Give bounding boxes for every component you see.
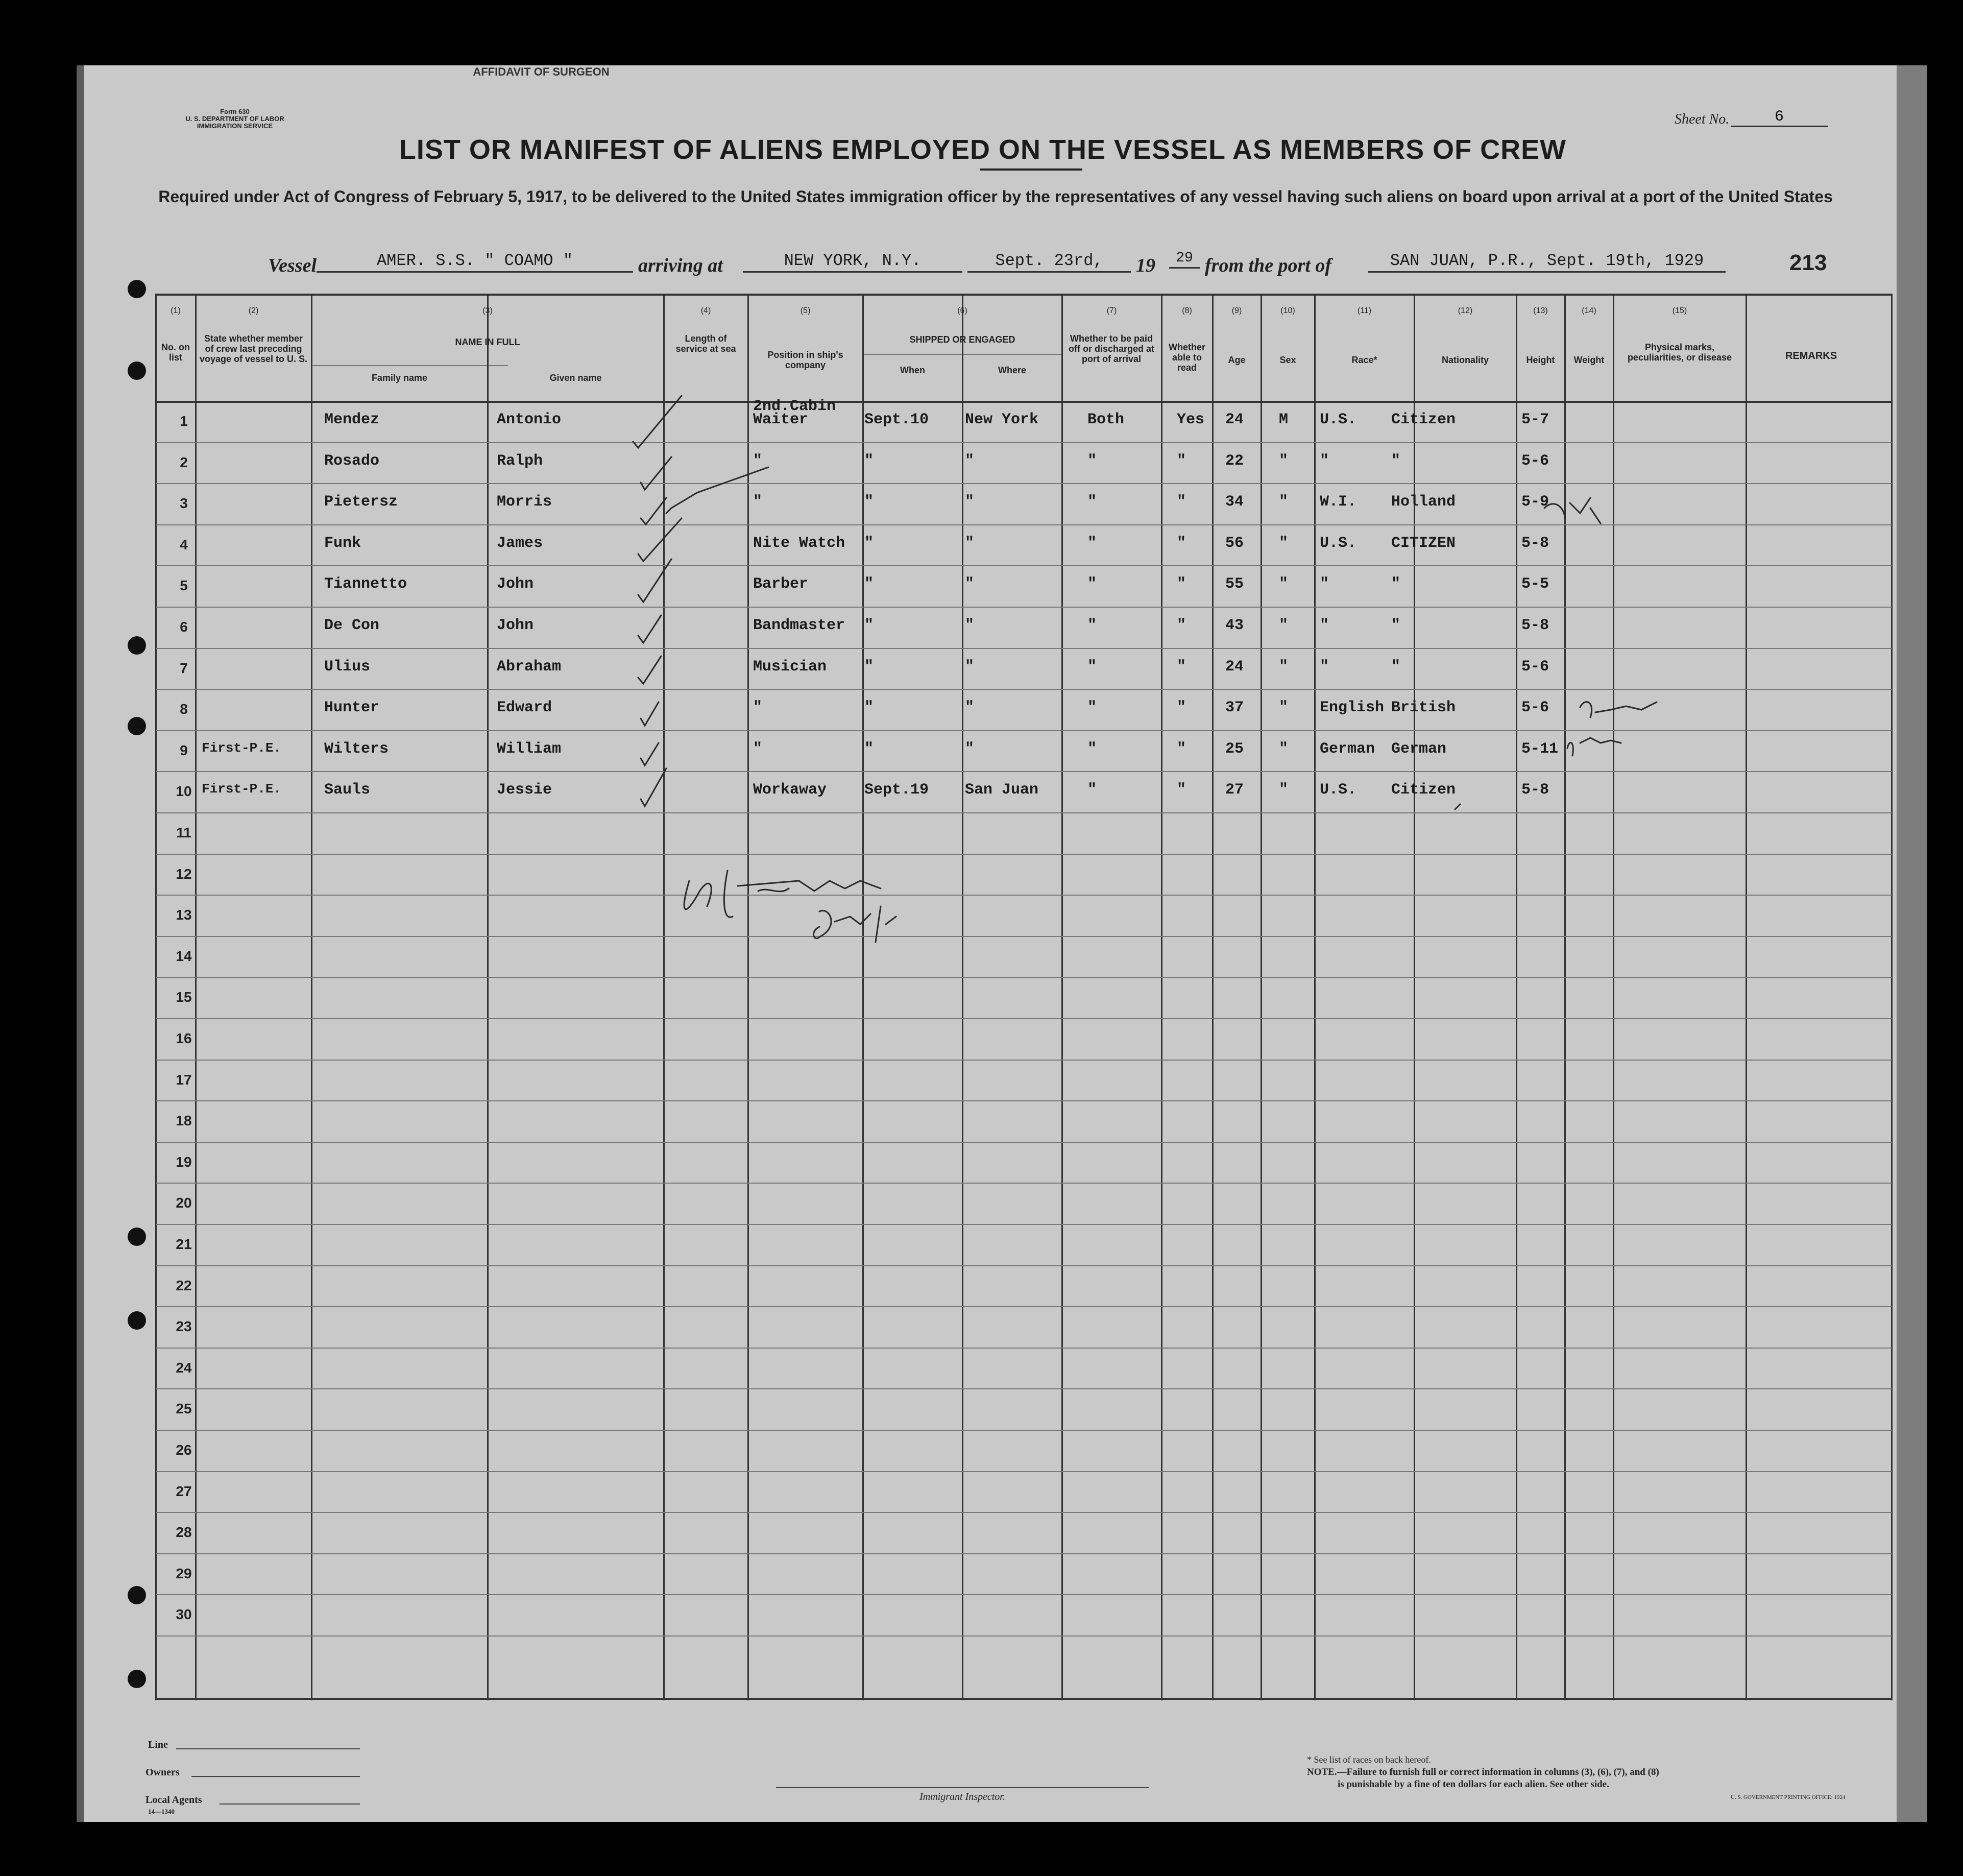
col5-header: Position in ship's company	[767, 350, 843, 370]
form-block	[163, 108, 306, 130]
cell-height: 5-6	[1521, 452, 1549, 470]
cell-height: 5-5	[1521, 575, 1549, 593]
row-number: 29	[176, 1566, 192, 1581]
page-subtitle: Required under Act of Congress of February 5, 1917, to be delivered to the United States immigration officer by the representatives of any vessel having such aliens on board upon arrival at a port of the United States	[158, 187, 1833, 206]
col14-number: (14)	[1582, 306, 1596, 315]
cell-given: John	[497, 575, 534, 593]
cell-family: Ulius	[324, 658, 371, 676]
row-number: 23	[176, 1318, 192, 1334]
cell-when: "	[864, 493, 874, 511]
row-number: 5	[180, 578, 188, 593]
cell-pos2: "	[753, 699, 763, 716]
cell-family: Pietersz	[324, 493, 398, 511]
cell-where: "	[965, 452, 975, 470]
sheet-number: 6	[1731, 108, 1828, 127]
cell-paid: "	[1087, 740, 1097, 758]
row-number: 15	[176, 989, 192, 1005]
cell-age: 55	[1225, 575, 1244, 593]
cell-where: "	[965, 575, 975, 593]
row-number: 10	[176, 783, 192, 799]
binder-hole	[128, 717, 146, 735]
arriving-label: arriving at	[638, 255, 723, 276]
col6-header: SHIPPED OR ENGAGED	[909, 334, 1015, 345]
cell-height: 5-11	[1521, 740, 1559, 758]
binder-hole	[128, 362, 146, 380]
cell-pos2: Workaway	[753, 781, 827, 799]
cell-height: 5-6	[1521, 699, 1549, 716]
cell-nat: German	[1391, 740, 1447, 758]
cell-sex: "	[1279, 740, 1289, 758]
col10-header: Sex	[1279, 355, 1296, 365]
note-penalty: NOTE.—Failure to furnish full or correct information in columns (3), (6), (7), and (8)	[1307, 1767, 1659, 1777]
row-number: 1	[180, 413, 188, 429]
cell-read: "	[1177, 658, 1186, 676]
cell-where: "	[965, 493, 975, 511]
row-number: 18	[176, 1113, 192, 1128]
check-mark	[638, 656, 661, 684]
cell-pos2: Nite Watch	[753, 535, 845, 552]
row-number: 27	[176, 1483, 192, 1499]
cell-paid: "	[1087, 781, 1097, 799]
row-number: 8	[180, 701, 188, 717]
col5-number: (5)	[800, 306, 811, 315]
from-port-value: SAN JUAN, P.R., Sept. 19th, 1929	[1368, 251, 1726, 273]
line-field[interactable]	[176, 1748, 360, 1749]
inspector-label: Immigrant Inspector.	[919, 1791, 1005, 1802]
col12-number: (12)	[1458, 306, 1473, 315]
cell-when: "	[864, 699, 874, 716]
check-mark	[641, 743, 659, 765]
cell-given: Morris	[497, 493, 552, 511]
col11-number: (11)	[1357, 306, 1372, 315]
cell-race: "	[1320, 658, 1329, 676]
owners-field[interactable]	[191, 1776, 360, 1777]
col4-header: Length of service at sea	[675, 333, 736, 354]
cell-family: Rosado	[324, 452, 380, 470]
cell-height: 5-6	[1521, 658, 1549, 676]
cell-pos2: Barber	[753, 575, 809, 593]
row-number: 14	[176, 948, 192, 964]
vessel-value: AMER. S.S. " COAMO "	[317, 251, 633, 273]
col12-header: Nationality	[1441, 355, 1489, 365]
inspector-field[interactable]	[776, 1787, 1149, 1788]
cell-where: New York	[965, 411, 1039, 428]
note-races: * See list of races on back hereof.	[1307, 1754, 1431, 1765]
cell-race: U.S.	[1320, 781, 1357, 799]
binder-hole	[128, 1670, 146, 1688]
cell-given: James	[497, 535, 543, 552]
cell-paid: "	[1087, 658, 1097, 676]
cell-paid: "	[1087, 452, 1097, 470]
cell-pos2: "	[753, 452, 763, 470]
col13-number: (13)	[1533, 306, 1548, 315]
row-number: 28	[176, 1524, 192, 1540]
cell-nat: Citizen	[1391, 781, 1456, 799]
cell-race: "	[1320, 575, 1329, 593]
col10-number: (10)	[1280, 306, 1295, 315]
year-suffix: 29	[1169, 250, 1200, 269]
cell-when: Sept.19	[864, 781, 929, 799]
cell-height: 5-7	[1521, 411, 1549, 428]
row-number: 20	[176, 1195, 192, 1211]
cell-race: W.I.	[1320, 493, 1357, 511]
check-mark	[641, 457, 671, 490]
cell-read: Yes	[1177, 411, 1205, 428]
initials-mark	[1580, 702, 1657, 717]
row-number: 22	[176, 1278, 192, 1293]
cell-family: Sauls	[324, 781, 371, 799]
from-port-label: from the port of	[1205, 255, 1332, 276]
title-rule	[980, 169, 1082, 171]
row-number: 12	[176, 866, 192, 882]
cell-age: 34	[1225, 493, 1244, 511]
col9-header: Age	[1228, 355, 1246, 365]
col6-when-header: When	[900, 365, 925, 375]
check-mark	[641, 702, 659, 726]
cell-given: John	[497, 617, 534, 634]
cell-age: 27	[1225, 781, 1244, 799]
cell-height: 5-8	[1521, 535, 1549, 552]
cell-nat: "	[1391, 617, 1401, 634]
check-mark	[638, 559, 671, 602]
cell-age: 24	[1225, 658, 1244, 676]
cell-when: "	[864, 452, 874, 470]
cell-race: German	[1320, 740, 1375, 758]
cell-sex: "	[1279, 493, 1289, 511]
check-mark	[633, 396, 682, 448]
row-number: 21	[176, 1236, 192, 1252]
crew-table	[156, 294, 1892, 1700]
col2-number: (2)	[248, 306, 259, 315]
cell-paid: "	[1087, 493, 1097, 511]
cell-where: San Juan	[965, 781, 1039, 799]
cell-sex: "	[1279, 699, 1289, 716]
cell-sex: "	[1279, 658, 1289, 676]
col8-header: Whether able to read	[1169, 342, 1205, 373]
cell-race: "	[1320, 452, 1329, 470]
binder-hole	[128, 636, 146, 655]
inspector-title	[813, 906, 896, 942]
inspector-signature	[684, 871, 881, 917]
cell-height: 5-9	[1521, 493, 1549, 511]
cell-age: 37	[1225, 699, 1244, 716]
col8-number: (8)	[1182, 306, 1192, 315]
row-number: 11	[176, 825, 191, 840]
cell-pos2: Musician	[753, 658, 827, 676]
initials-mark	[1567, 738, 1621, 756]
cell-pos2: Bandmaster	[753, 617, 845, 634]
binder-hole	[128, 280, 146, 298]
col3-given-header: Given name	[549, 373, 602, 383]
handwriting-layer	[156, 294, 1892, 1700]
col6-number: (6)	[957, 306, 967, 315]
col3-header: NAME IN FULL	[455, 337, 520, 347]
position-line1: 2nd.Cabin	[753, 398, 836, 415]
cell-prev: First-P.E.	[202, 781, 282, 797]
cell-read: "	[1177, 699, 1186, 716]
row-number: 24	[176, 1360, 192, 1376]
cell-height: 5-8	[1521, 781, 1549, 799]
row-number: 6	[180, 619, 188, 635]
row-number: 4	[180, 537, 188, 552]
cell-race: English	[1320, 699, 1385, 716]
cell-when: "	[864, 535, 874, 552]
cell-sex: "	[1279, 452, 1289, 470]
service-name: IMMIGRATION SERVICE	[197, 122, 273, 130]
col7-header: Whether to be paid off or discharged at port of arrival	[1068, 333, 1155, 364]
cell-nat: "	[1391, 452, 1401, 470]
col14-header: Weight	[1573, 355, 1605, 365]
cell-sex: "	[1279, 575, 1289, 593]
col2-header: State whether member of crew last preceding voyage of vessel to U. S.	[199, 333, 308, 364]
cell-sex: "	[1279, 781, 1289, 799]
cell-paid: Both	[1087, 411, 1125, 428]
cell-where: "	[965, 740, 975, 758]
printer-imprint: U. S. GOVERNMENT PRINTING OFFICE: 1924	[1731, 1794, 1846, 1800]
cell-given: Ralph	[497, 452, 543, 470]
cell-given: Abraham	[497, 658, 562, 676]
cell-family: Mendez	[324, 411, 380, 428]
cell-where: "	[965, 617, 975, 634]
col1-header: No. on list	[161, 342, 190, 363]
page-title: LIST OR MANIFEST OF ALIENS EMPLOYED ON THE VESSEL AS MEMBERS OF CREW	[399, 134, 1567, 165]
cell-age: 24	[1225, 411, 1244, 428]
col3-number: (3)	[482, 306, 493, 315]
cell-when: "	[864, 575, 874, 593]
form-code: 14—1340	[148, 1808, 175, 1815]
arrival-date: Sept. 23rd,	[967, 251, 1131, 273]
cell-paid: "	[1087, 575, 1097, 593]
binder-hole	[128, 1228, 146, 1246]
check-mark	[1455, 804, 1460, 809]
cell-where: "	[965, 658, 975, 676]
agents-field[interactable]	[220, 1803, 360, 1805]
cell-nat: Holland	[1391, 493, 1456, 511]
paper-right-strip	[1897, 65, 1927, 1822]
cell-paid: "	[1087, 699, 1097, 716]
cell-nat: British	[1391, 699, 1456, 716]
cell-when: "	[864, 658, 874, 676]
cell-race: U.S.	[1320, 411, 1357, 428]
cell-prev: First-P.E.	[202, 740, 282, 756]
row-number: 26	[176, 1442, 192, 1458]
row-number: 13	[176, 907, 192, 923]
remarks-header: REMARKS	[1785, 350, 1837, 362]
top-stamp: AFFIDAVIT OF SURGEON	[473, 65, 610, 78]
check-mark	[638, 615, 661, 643]
cell-when: Sept.10	[864, 411, 929, 428]
cell-paid: "	[1087, 617, 1097, 634]
sheet-label: Sheet No.	[1675, 111, 1730, 127]
cell-nat: CITIZEN	[1391, 535, 1456, 552]
col11-header: Race*	[1351, 355, 1377, 365]
cell-family: Wilters	[324, 740, 389, 758]
cell-where: "	[965, 699, 975, 716]
cell-given: Jessie	[497, 781, 552, 799]
row-number: 3	[180, 495, 188, 511]
cell-pos2: Waiter	[753, 411, 809, 428]
cell-pos2: "	[753, 493, 763, 511]
cell-age: 56	[1225, 535, 1244, 552]
form-number: Form 630	[220, 108, 250, 115]
cell-race: "	[1320, 617, 1329, 634]
cell-read: "	[1177, 617, 1186, 634]
col7-number: (7)	[1106, 306, 1117, 315]
col13-header: Height	[1526, 355, 1555, 365]
cell-pos2: "	[753, 740, 763, 758]
col15-number: (15)	[1672, 306, 1687, 315]
cell-given: Edward	[497, 699, 552, 716]
year-prefix: 19	[1136, 255, 1155, 276]
row-number: 9	[180, 742, 188, 758]
row-number: 7	[180, 660, 188, 676]
cell-given: Antonio	[497, 411, 562, 428]
cell-height: 5-8	[1521, 617, 1549, 634]
cell-read: "	[1177, 535, 1186, 552]
col9-number: (9)	[1231, 306, 1242, 315]
col1-number: (1)	[171, 306, 181, 315]
cell-read: "	[1177, 781, 1186, 799]
cell-family: Tiannetto	[324, 575, 407, 593]
row-number: 2	[180, 454, 188, 470]
cell-paid: "	[1087, 535, 1097, 552]
department-name: U. S. DEPARTMENT OF LABOR	[185, 115, 284, 123]
cell-sex: M	[1279, 411, 1289, 428]
cell-read: "	[1177, 740, 1186, 758]
cell-read: "	[1177, 575, 1186, 593]
cell-age: 25	[1225, 740, 1244, 758]
row-number: 17	[176, 1072, 192, 1088]
vessel-label: Vessel	[268, 255, 317, 276]
binder-hole	[128, 1586, 146, 1604]
row-number: 30	[176, 1606, 192, 1622]
note-penalty-cont: is punishable by a fine of ten dollars for each alien. See other side.	[1338, 1779, 1609, 1790]
cell-race: U.S.	[1320, 535, 1357, 552]
cell-sex: "	[1279, 617, 1289, 634]
cell-where: "	[965, 535, 975, 552]
cell-age: 43	[1225, 617, 1244, 634]
arriving-value: NEW YORK, N.Y.	[743, 251, 962, 273]
col4-number: (4)	[700, 306, 711, 315]
initials-mark	[1544, 498, 1601, 523]
cell-nat: "	[1391, 575, 1401, 593]
cell-when: "	[864, 740, 874, 758]
line-label: Line	[148, 1739, 168, 1750]
binder-hole	[128, 1311, 146, 1330]
cell-age: 22	[1225, 452, 1244, 470]
page-number: 213	[1789, 250, 1827, 275]
check-mark	[641, 768, 666, 806]
row-number: 19	[176, 1154, 192, 1170]
cell-read: "	[1177, 493, 1186, 511]
cell-nat: "	[1391, 658, 1401, 676]
cell-sex: "	[1279, 535, 1289, 552]
col3-family-header: Family name	[371, 373, 428, 383]
cell-family: Hunter	[324, 699, 380, 716]
cell-when: "	[864, 617, 874, 634]
check-mark	[641, 467, 768, 524]
cell-read: "	[1177, 452, 1186, 470]
cell-family: Funk	[324, 535, 361, 552]
cell-given: William	[497, 740, 562, 758]
col15-header: Physical marks, peculiarities, or disease	[1627, 342, 1732, 363]
row-number: 16	[176, 1030, 192, 1046]
cell-nat: Citizen	[1391, 411, 1456, 428]
agents-label: Local Agents	[146, 1794, 202, 1806]
check-mark	[638, 518, 682, 561]
col6-where-header: Where	[998, 365, 1026, 375]
row-number: 25	[176, 1401, 192, 1416]
cell-family: De Con	[324, 617, 380, 634]
owners-label: Owners	[146, 1767, 180, 1778]
